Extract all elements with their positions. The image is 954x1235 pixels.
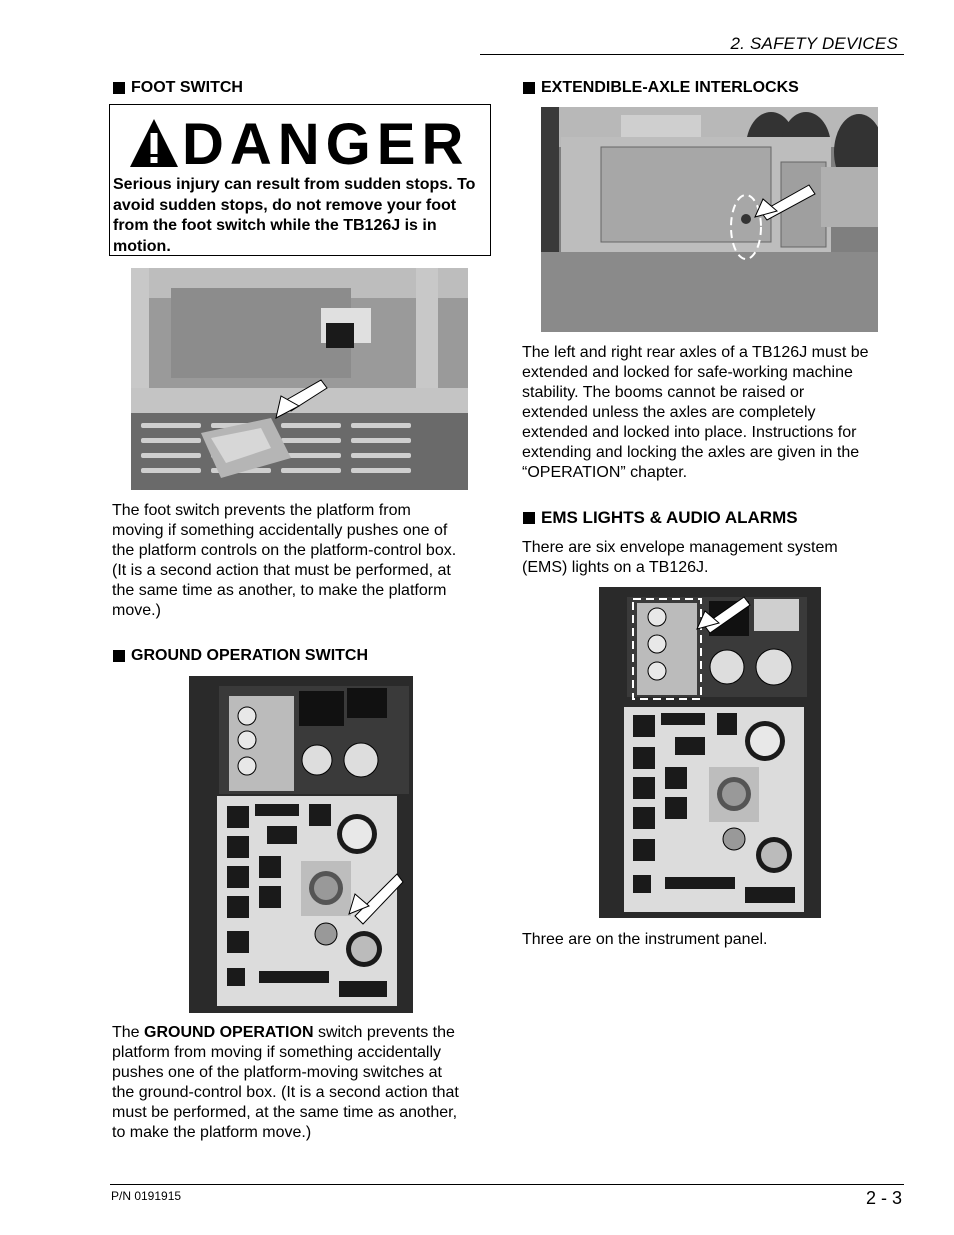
danger-message: Serious injury can result from sudden stops. To avoid sudden stops, do not remove your foot from the foot switch while the TB126J is in motion. xyxy=(113,176,476,255)
bullet-square-icon xyxy=(523,82,535,94)
text-line: the ground-control box. (It is a second action that xyxy=(112,1084,459,1101)
text-line: “OPERATION” chapter. xyxy=(522,464,688,481)
text-line: (It is a second action that must be performed, at xyxy=(112,562,451,579)
text-line: There are six envelope management system xyxy=(522,539,838,556)
text-line: the same time as another, to make the platform xyxy=(112,582,447,599)
text-run: switch prevents the xyxy=(313,1024,455,1041)
text-line: The left and right rear axles of a TB126J must be xyxy=(522,344,869,361)
ground-operation-heading xyxy=(113,647,368,665)
axle-interlocks-body xyxy=(522,343,907,483)
danger-signal-word: DANGER xyxy=(182,112,470,177)
text-line: The foot switch prevents the platform from xyxy=(112,502,411,519)
ground-control-panel-photo xyxy=(189,676,413,1013)
text-line xyxy=(112,1023,494,1043)
bullet-square-icon xyxy=(113,650,125,662)
text-line: moving if something accidentally pushes one of xyxy=(112,522,448,539)
foot-switch-heading-text: FOOT SWITCH xyxy=(131,79,243,96)
ems-caption: Three are on the instrument panel. xyxy=(522,931,768,948)
ems-lights-body xyxy=(522,538,907,578)
foot-switch-body xyxy=(112,501,492,621)
text-line: extended unless the axles are completely xyxy=(522,404,816,421)
ems-lights-heading-text: EMS LIGHTS & AUDIO ALARMS xyxy=(541,508,798,527)
danger-box xyxy=(109,104,491,256)
ems-lights-heading xyxy=(523,508,798,528)
bullet-square-icon xyxy=(113,82,125,94)
instrument-panel-photo xyxy=(599,587,821,918)
running-header: 2. SAFETY DEVICES xyxy=(730,34,898,53)
text-line: to make the platform move.) xyxy=(112,1124,312,1141)
ground-operation-bold-term: GROUND OPERATION xyxy=(144,1024,314,1041)
page-number: 2 - 3 xyxy=(865,1188,902,1208)
text-run: The xyxy=(112,1024,145,1041)
warning-triangle-icon xyxy=(128,117,180,169)
text-line: platform from moving if something accidentally xyxy=(112,1044,442,1061)
bullet-square-icon xyxy=(523,512,535,524)
axle-interlocks-heading-text: EXTENDIBLE-AXLE INTERLOCKS xyxy=(541,79,799,96)
part-number: P/N 0191915 xyxy=(111,1189,182,1203)
ground-operation-body xyxy=(112,1023,494,1143)
text-line: move.) xyxy=(112,602,161,619)
axle-interlocks-heading xyxy=(523,79,799,97)
text-line: must be performed, at the same time as another, xyxy=(112,1104,458,1121)
text-line: extended and locked into place. Instructions for xyxy=(522,424,857,441)
axle-interlock-photo xyxy=(541,107,878,332)
text-line: extended and locked for safe-working machine xyxy=(522,364,853,381)
text-line: (EMS) lights on a TB126J. xyxy=(522,559,709,576)
foot-switch-photo xyxy=(131,268,468,490)
text-line: extending and locking the axles are given in the xyxy=(522,444,860,461)
text-line: the platform controls on the platform-control box. xyxy=(112,542,457,559)
text-line: pushes one of the platform-moving switches at xyxy=(112,1064,442,1081)
header-rule xyxy=(480,54,904,55)
foot-switch-heading xyxy=(113,79,243,97)
ground-operation-heading-text: GROUND OPERATION SWITCH xyxy=(131,647,369,664)
text-line: stability. The booms cannot be raised or xyxy=(522,384,805,401)
footer-rule xyxy=(110,1184,904,1185)
